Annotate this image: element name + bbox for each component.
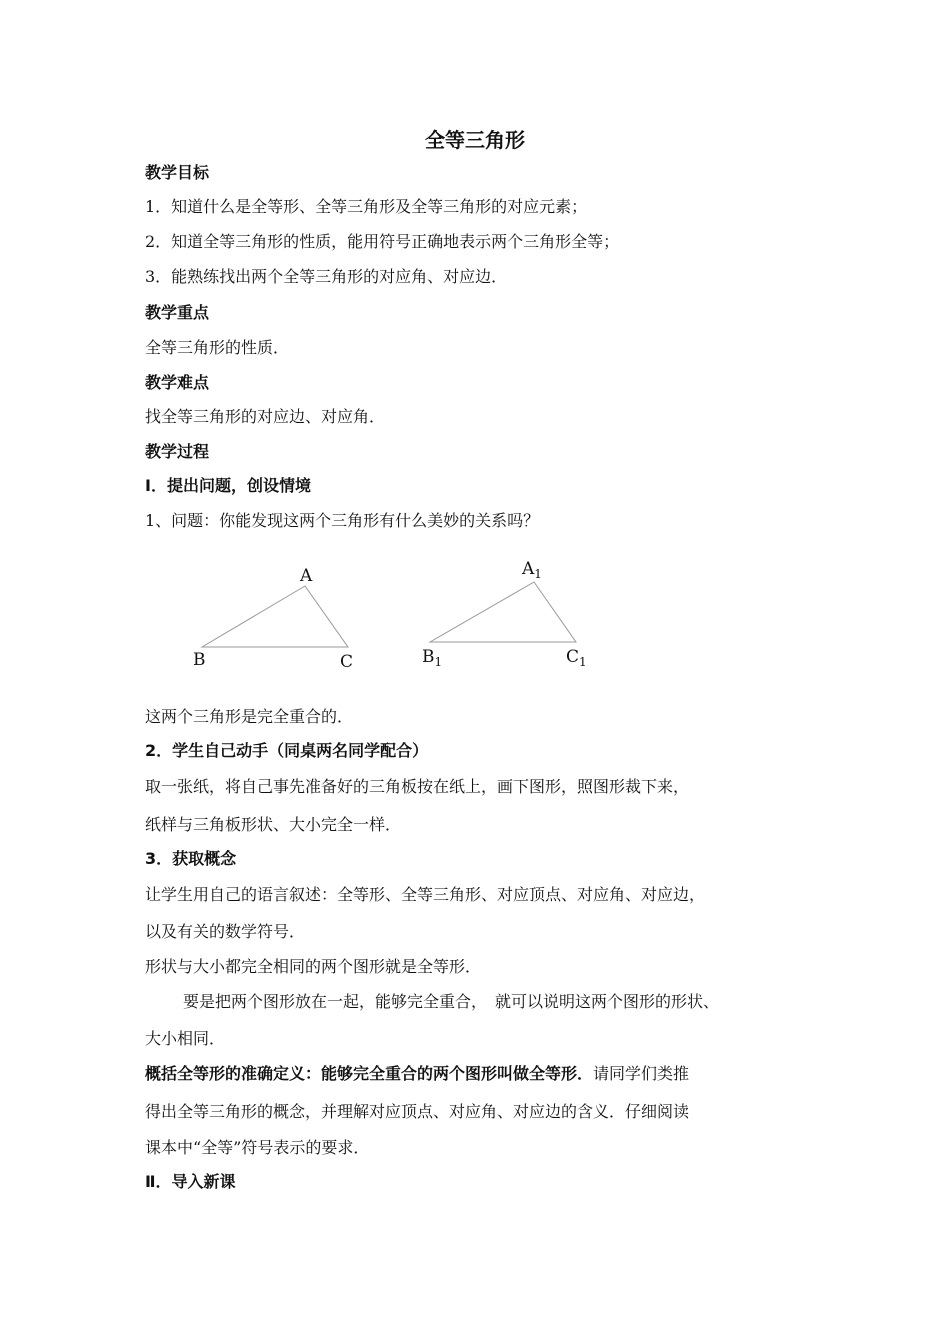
step3-line-1: 让学生用自己的语言叙述：全等形、全等三角形、对应顶点、对应角、对应边，: [145, 885, 706, 904]
difficulty-text: 找全等三角形的对应边、对应角．: [145, 407, 386, 426]
part2-heading: Ⅱ．导入新课: [145, 1172, 236, 1191]
label-b: B: [193, 650, 206, 670]
label-a: A: [300, 566, 313, 586]
goal-3: 3．能熟练找出两个全等三角形的对应角、对应边．: [145, 267, 508, 286]
question-1: 1、问题：你能发现这两个三角形有什么美妙的关系吗？: [145, 511, 540, 530]
page-title: 全等三角形: [425, 128, 525, 152]
process-heading: 教学过程: [145, 442, 210, 461]
definition-rest: 请同学们类推: [593, 1064, 690, 1083]
goal-1: 1．知道什么是全等形、全等三角形及全等三角形的对应元素；: [145, 197, 588, 216]
triangle-a1b1c1: [430, 582, 576, 642]
difficulty-heading: 教学难点: [145, 373, 210, 392]
label-b1: $B_1$: [422, 647, 443, 669]
triangles-svg: [180, 555, 600, 680]
step2-heading: 2．学生自己动手（同桌两名同学配合）: [145, 741, 429, 760]
step2-line-1: 取一张纸，将自己事先准备好的三角板按在纸上，画下图形，照图形裁下来，: [145, 777, 690, 796]
triangles-figure: [180, 555, 600, 680]
definition-line-3: 课本中“全等”符号表示的要求．: [145, 1138, 370, 1157]
label-c: C: [340, 652, 354, 672]
step3-line-4: 要是把两个图形放在一起，能够完全重合， 就可以说明这两个图形的形状、: [183, 992, 720, 1011]
definition-bold: 概括全等形的准确定义：能够完全重合的两个图形叫做全等形．: [145, 1064, 594, 1083]
triangle-abc: [202, 586, 348, 647]
step3-line-2: 以及有关的数学符号．: [145, 922, 306, 941]
label-c1: $C_1$: [566, 647, 587, 669]
step3-line-3: 形状与大小都完全相同的两个图形就是全等形．: [145, 957, 482, 976]
goal-2: 2．知道全等三角形的性质，能用符号正确地表示两个三角形全等；: [145, 232, 620, 251]
step3-heading: 3．获取概念: [145, 849, 237, 868]
key-text: 全等三角形的性质．: [145, 338, 290, 357]
key-heading: 教学重点: [145, 303, 210, 322]
goals-heading: 教学目标: [145, 163, 210, 182]
label-a1: $A_1$: [522, 559, 542, 581]
definition-line-2: 得出全等三角形的概念，并理解对应顶点、对应角、对应边的含义．仔细阅读: [145, 1102, 690, 1121]
step2-line-2: 纸样与三角板形状、大小完全一样．: [145, 815, 402, 834]
after-figure-text: 这两个三角形是完全重合的．: [145, 707, 354, 726]
definition-line-1: [145, 1063, 835, 1085]
part1-heading: Ⅰ．提出问题，创设情境: [145, 476, 311, 495]
step3-line-5: 大小相同．: [145, 1029, 226, 1048]
